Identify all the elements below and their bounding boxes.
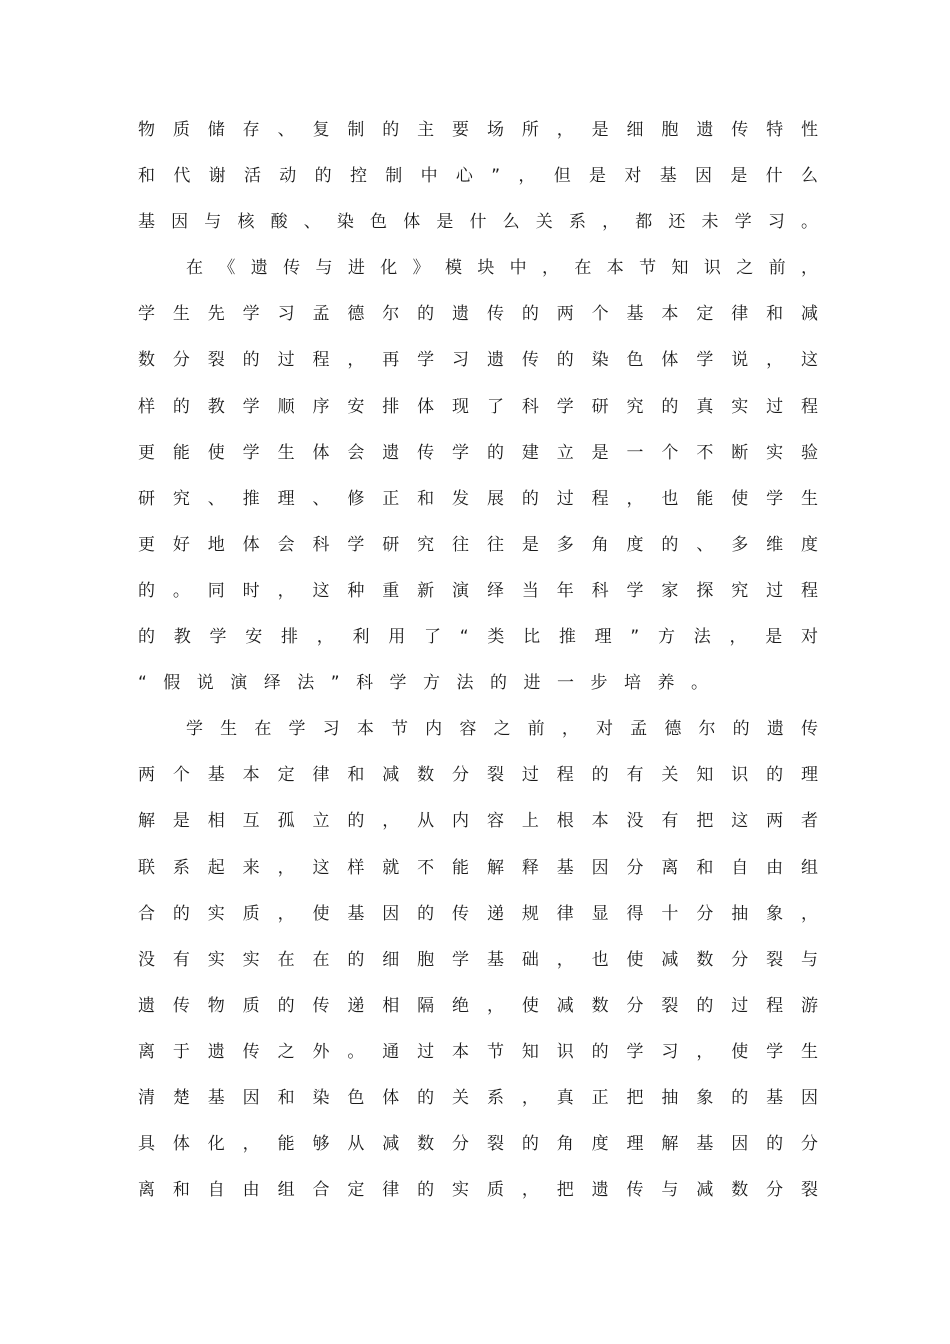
text-line: 更好地体会科学研究往往是多角度的、多维度 (138, 534, 818, 555)
text-line: 没有实实在在的细胞学基础，也使减数分裂与 (138, 949, 818, 970)
text-line: 物质储存、复制的主要场所，是细胞遗传特性 (138, 120, 818, 140)
text-line: 具体化，能够从减数分裂的角度理解基因的分 (138, 1134, 818, 1155)
text-line: 数分裂的过程，再学习遗传的染色体学说，这 (138, 350, 818, 371)
text-line: 联系起来，这样就不能解释基因分离和自由组 (138, 857, 818, 878)
text-line: “假说演绎法”科学方法的进一步培养。 (138, 673, 708, 694)
text-line: 的。同时，这种重新演绎当年科学家探究过程 (138, 580, 818, 601)
text-line: 离于遗传之外。通过本节知识的学习，使学生 (138, 1041, 818, 1062)
text-line: 样的教学顺序安排体现了科学研究的真实过程 (138, 396, 818, 417)
text-line: 解是相互孤立的，从内容上根本没有把这两者 (138, 811, 818, 832)
text-line: 基因与核酸、染色体是什么关系，都还未学习。 (138, 212, 818, 233)
body-text (138, 112, 818, 1218)
text-line: 清楚基因和染色体的关系，真正把抽象的基因 (138, 1087, 818, 1108)
text-line: 遗传物质的传递相隔绝，使减数分裂的过程游 (138, 995, 818, 1016)
text-line: 合的实质，使基因的传递规律显得十分抽象， (138, 903, 818, 924)
text-line: 离和自由组合定律的实质，把遗传与减数分裂 (138, 1180, 818, 1201)
text-line: 的教学安排，利用了“类比推理”方法，是对 (138, 627, 818, 648)
text-line: 学生在学习本节内容之前，对孟德尔的遗传 (186, 719, 818, 740)
text-line: 在《遗传与进化》模块中，在本节知识之前， (186, 258, 818, 279)
text-line: 研究、推理、修正和发展的过程，也能使学生 (138, 488, 818, 509)
text-line: 两个基本定律和减数分裂过程的有关知识的理 (138, 765, 818, 786)
text-line: 和代谢活动的控制中心”，但是对基因是什么 (138, 166, 818, 187)
text-line: 学生先学习孟德尔的遗传的两个基本定律和减 (138, 304, 818, 325)
text-line: 更能使学生体会遗传学的建立是一个不断实验 (138, 442, 818, 463)
